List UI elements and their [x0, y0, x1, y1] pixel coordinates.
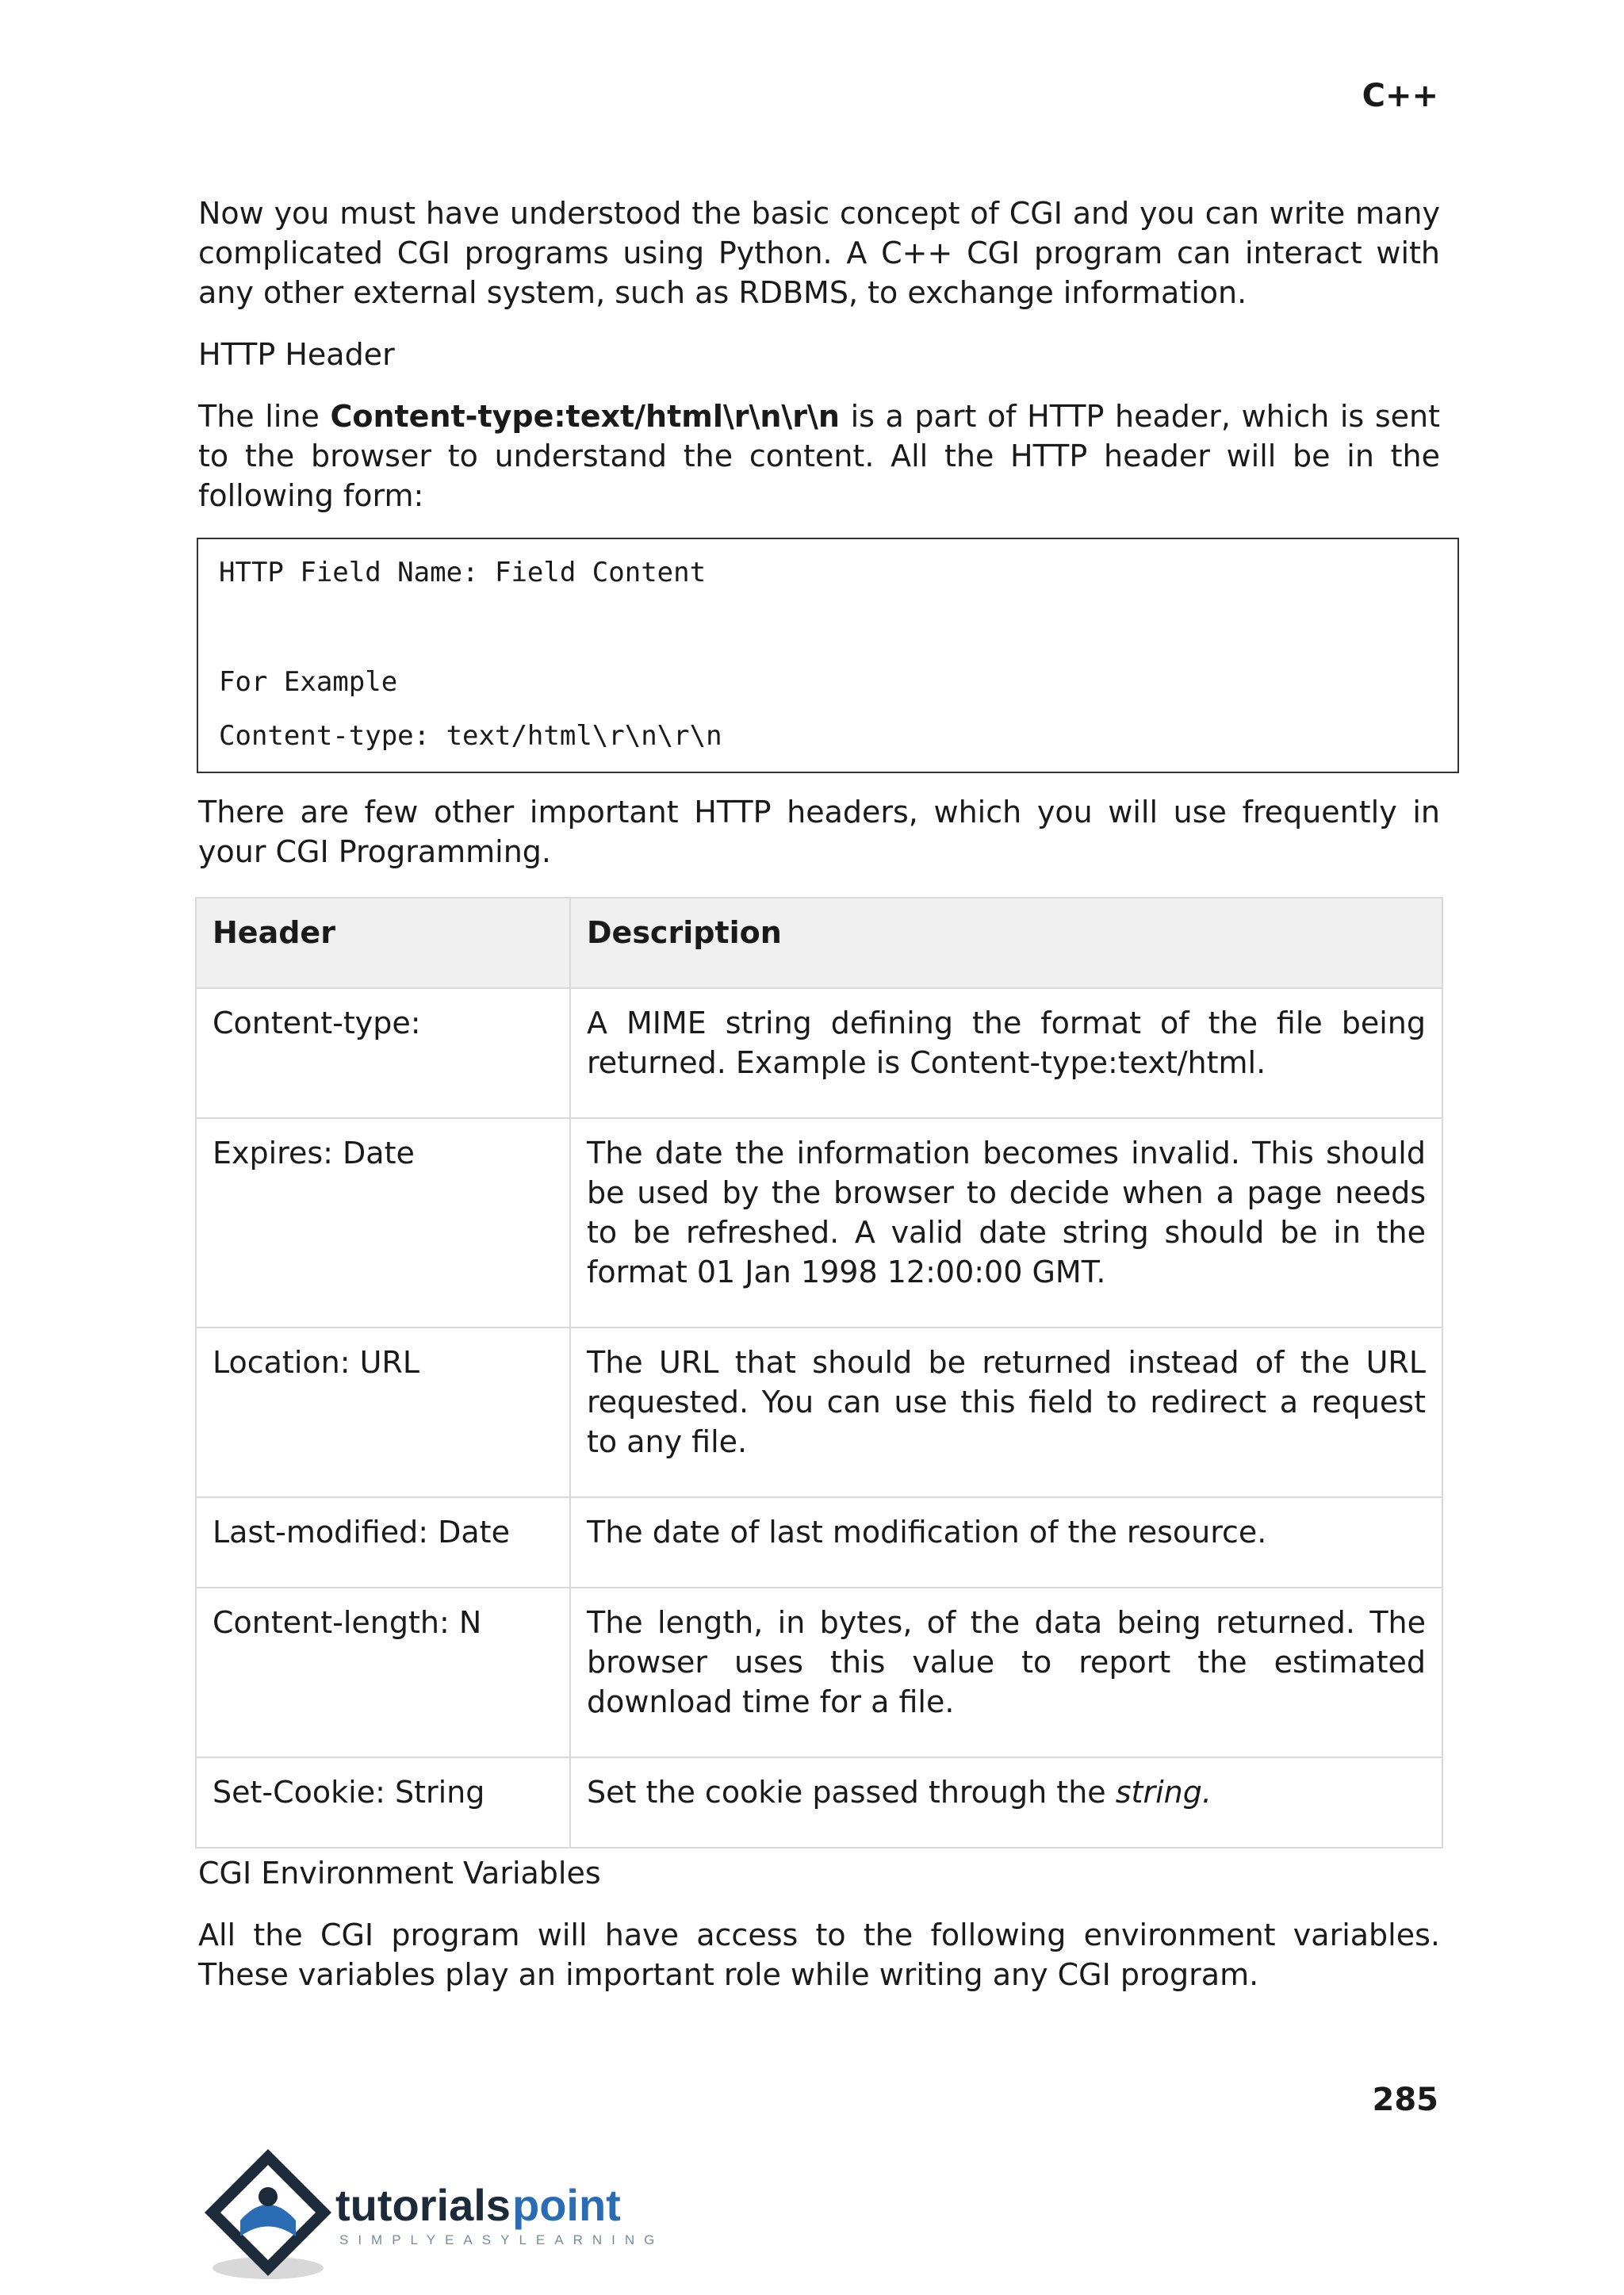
page-number: 285: [1372, 2082, 1438, 2118]
table-row: [196, 1497, 1442, 1588]
line-bold-code: Content-type:text/html\r\n\r\n: [330, 399, 840, 434]
tutorialspoint-logo: [197, 2141, 688, 2284]
intro-paragraph: Now you must have understood the basic concept of CGI and you can write many complicated CGI programs using Python. A C++ CGI program can interact with any other external system, such as RDBMS, to exchange information.: [198, 196, 1440, 310]
logo-tagline: SIMPLYEASYLEARNING: [339, 2232, 665, 2247]
table-cell-description: The date of last modification of the resource.: [570, 1497, 1442, 1588]
code-block: [197, 538, 1459, 773]
env-variables-paragraph: All the CGI program will have access to the following environment variables. These variables play an important role while writing any CGI program.: [198, 1918, 1440, 1992]
line-suffix: is a part of HTTP header, which is sent to the browser to understand the content. All the HTTP header will be in the following form:: [198, 399, 1440, 513]
page-header-title: C++: [1362, 78, 1438, 114]
content-type-paragraph: [198, 397, 1440, 515]
table-cell-header: Set-Cookie: String: [196, 1757, 570, 1848]
other-headers-paragraph: There are few other important HTTP headers, which you will use frequently in your CGI Programming.: [198, 795, 1440, 869]
table-row: [196, 988, 1442, 1118]
column-header: Header: [196, 898, 570, 988]
page-content: [198, 193, 1440, 1994]
logo-text-point: point: [512, 2180, 621, 2230]
column-header: Description: [570, 898, 1442, 988]
table-header-row: [196, 898, 1442, 988]
table-row: [196, 1588, 1442, 1757]
table-cell-header: Content-type:: [196, 988, 570, 1118]
table-cell-description: A MIME string defining the format of the file being returned. Example is Content-type:text/html.: [570, 988, 1442, 1118]
description-prefix: Set the cookie passed through the: [587, 1775, 1116, 1810]
table-cell-description: [570, 1757, 1442, 1848]
table-row: [196, 1328, 1442, 1497]
table-cell-header: Content-length: N: [196, 1588, 570, 1757]
http-header-heading: HTTP Header: [198, 337, 395, 372]
description-italic: string.: [1115, 1775, 1212, 1810]
code-line: Content-type: text/html\r\n\r\n: [219, 720, 722, 752]
code-line: HTTP Field Name: Field Content: [219, 557, 707, 588]
table-cell-header: Location: URL: [196, 1328, 570, 1497]
env-variables-heading: CGI Environment Variables: [198, 1856, 601, 1891]
line-prefix: The line: [198, 399, 331, 434]
table-cell-description: The length, in bytes, of the data being returned. The browser uses this value to report the estimated download time for a file.: [570, 1588, 1442, 1757]
table-row: [196, 1118, 1442, 1328]
logo-text-tutorials: tutorials: [335, 2180, 511, 2230]
table-row: [196, 1757, 1442, 1848]
table-cell-description: The URL that should be returned instead of the URL requested. You can use this field to redirect a request to any file.: [570, 1328, 1442, 1497]
code-line: For Example: [219, 666, 398, 698]
http-headers-table: [195, 897, 1443, 1849]
table-cell-description: The date the information becomes invalid. This should be used by the browser to decide when a page needs to be refreshed. A valid date string should be in the format 01 Jan 1998 12:00:00 GMT.: [570, 1118, 1442, 1328]
table-cell-header: Expires: Date: [196, 1118, 570, 1328]
logo-figure-head: [259, 2187, 278, 2206]
table-cell-header: Last-modified: Date: [196, 1497, 570, 1588]
